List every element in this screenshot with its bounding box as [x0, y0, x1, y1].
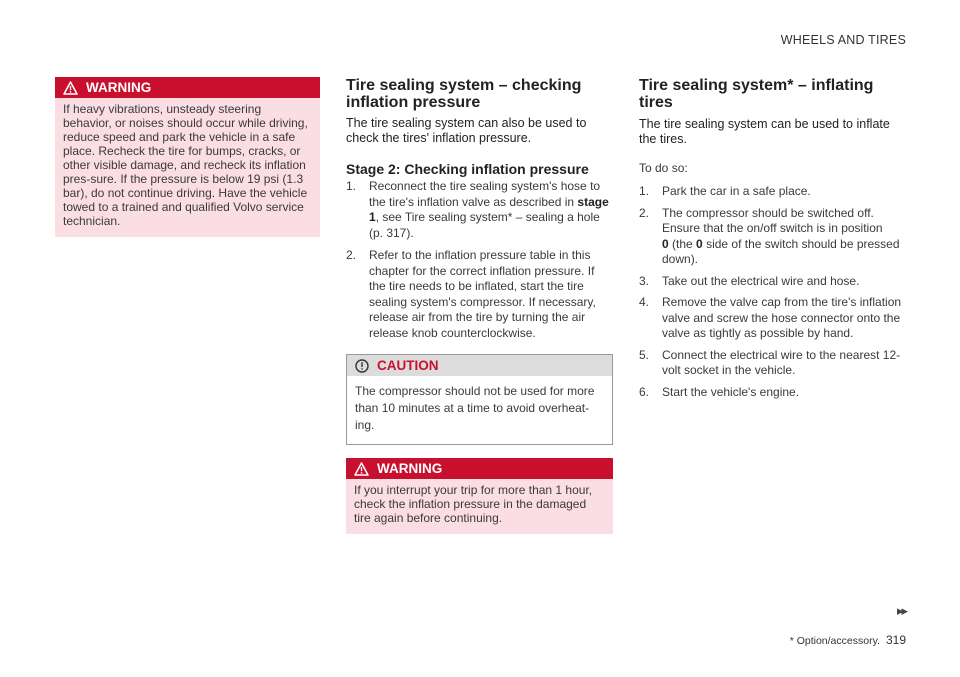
warning-text: If heavy vibrations, unsteady steering behavior, or noises should occur while driving, reduce speed and park the vehicle in a safe place. Recheck the tire for bumps, cracks, or other visible damage, and recheck its inflation pres-sure. If the pressure is below 19 psi (1.3 bar), do not continue driving. Have the vehicle towed to a trained and qualified Volvo service technician. [63, 102, 308, 228]
caution-exclamation-icon [355, 359, 369, 373]
section-title-inflating: Tire sealing system* – inflating tires [639, 77, 874, 111]
warning-box [346, 458, 613, 534]
warning-title: WARNING [86, 80, 152, 95]
section-lead: The tire sealing system can also be used to check the tires' inflation pressure. [346, 116, 587, 145]
list-item: 4. Remove the valve cap from the tire's inflation valve and screw the hose connector onto the valve as tightly as possible by hand. [639, 295, 902, 340]
warning-triangle-icon [63, 81, 78, 95]
section-header: WHEELS AND TIRES [780, 33, 906, 47]
warning-header [346, 458, 613, 479]
page-footer [790, 633, 906, 647]
steps-list [346, 179, 613, 341]
caution-box [346, 354, 613, 445]
column-middle [346, 77, 613, 534]
caution-text: The compressor should not be used for more than 10 minutes at a time to avoid overheat-ing. [355, 384, 595, 432]
list-item: 2. The compressor should be switched off. Ensure that the on/off switch is in position 0 (the 0 side of the switch should be pressed down). [639, 205, 900, 266]
warning-triangle-icon [354, 462, 369, 476]
footnote: * Option/accessory. [789, 635, 880, 647]
intro-text: To do so: [639, 161, 688, 175]
warning-text: If you interrupt your trip for more than 1 hour, check the inflation pressure in the damaged tire again before continuing. [354, 483, 593, 525]
caution-header [347, 355, 612, 376]
warning-title: WARNING [377, 461, 443, 476]
list-item: 2. Refer to the inflation pressure table in this chapter for the correct inflation pressure. If the tire needs to be inflated, start the tire sealing system's compressor. If necessary, release air from the tire by turning the air release knob counterclockwise. [346, 248, 596, 340]
chevron-double-right-icon: ▸▸ [896, 603, 906, 618]
warning-box [55, 77, 320, 237]
stage-subtitle: Stage 2: Checking inflation pressure [346, 161, 589, 177]
column-right [639, 77, 907, 400]
section-lead: The tire sealing system can be used to inflate the tires. [639, 117, 890, 146]
column-left [55, 77, 320, 237]
list-item: 1. Park the car in a safe place. [639, 184, 811, 198]
list-item: 1. Reconnect the tire sealing system's hose to the tire's inflation valve as described in stage 1, see Tire sealing system* – sealing a hole (p. 317). [346, 179, 609, 240]
page-number: 319 [885, 633, 906, 647]
list-item: 3. Take out the electrical wire and hose. [639, 273, 860, 288]
warning-header [55, 77, 320, 98]
steps-list [639, 184, 907, 400]
sealing-hole-link[interactable]: Tire sealing system* – sealing a hole (p. 317) [369, 210, 600, 240]
list-item: 6. Start the vehicle's engine. [639, 384, 800, 399]
caution-title: CAUTION [377, 358, 439, 373]
stage-1-ref: stage 1 [369, 194, 609, 224]
section-title-checking: Tire sealing system – checking inflation pressure [346, 77, 582, 111]
list-item: 5. Connect the electrical wire to the nearest 12-volt socket in the vehicle. [639, 347, 901, 377]
